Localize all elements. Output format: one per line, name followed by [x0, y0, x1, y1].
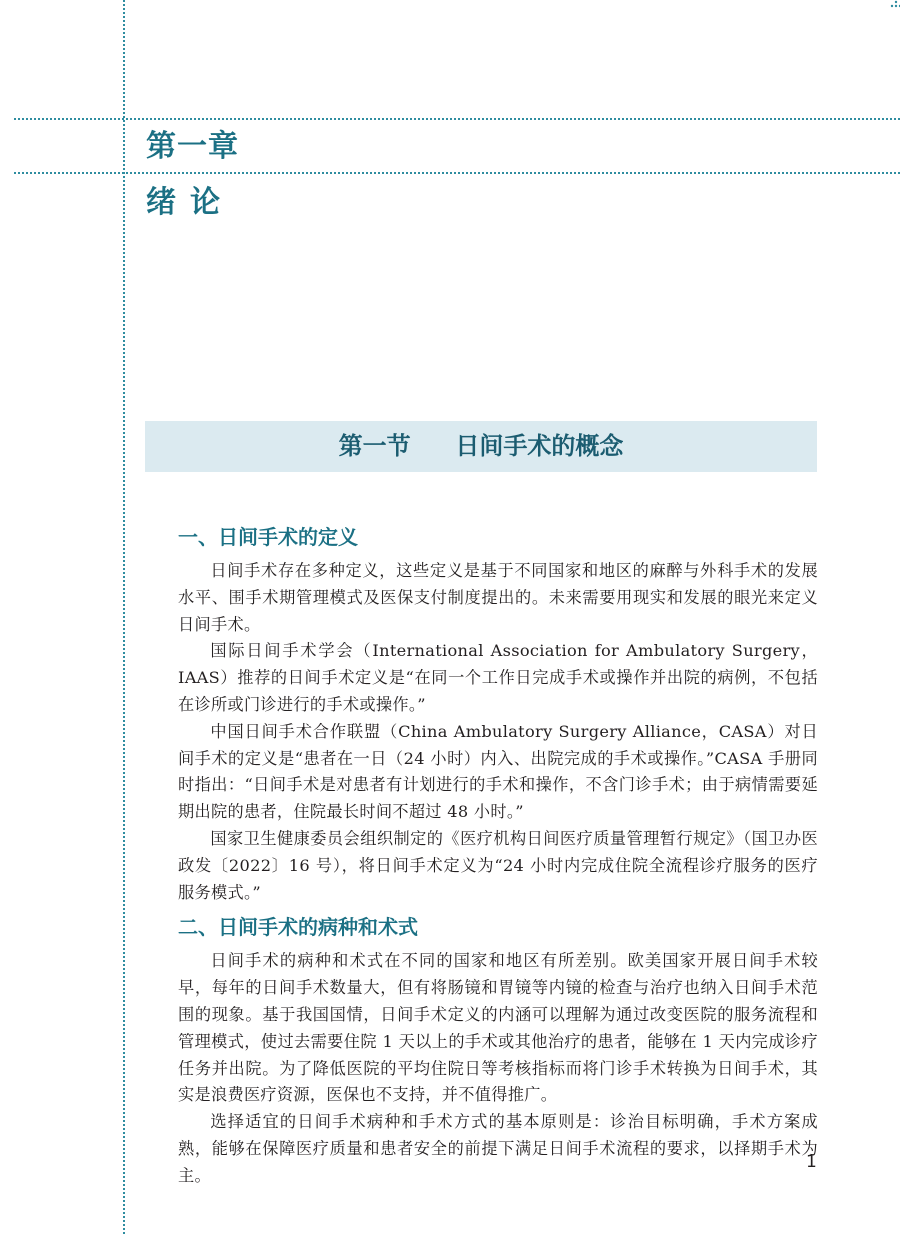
header-dotted-rule-top: [14, 118, 900, 120]
paragraph: 日间手术存在多种定义，这些定义是基于不同国家和地区的麻醉与外科手术的发展水平、围手术期管理模式及医保支付制度提出的。未来需要用现实和发展的眼光来定义日间手术。: [178, 561, 818, 634]
body-content: [178, 520, 818, 1190]
subsection-heading-definition: 一、日间手术的定义: [178, 525, 358, 549]
paragraph: 日间手术的病种和术式在不同的国家和地区有所差别。欧美国家开展日间手术较早，每年的日间手术数量大，但有将肠镜和胃镜等内镜的检查与治疗也纳入日间手术范围的现象。基于我国国情，日间手术定义的内涵可以理解为通过改变医院的服务流程和管理模式，使过去需要住院 1 天以上的手术或其他治疗的患者，能够在 1 天内完成诊疗任务并出院。为了降低医院的平均住院日等考核指标而将门诊手术转换为日间手术，其实是浪费医疗资源，医保也不支持，并不值得推广。: [178, 951, 818, 1105]
paragraph: 中国日间手术合作联盟（China Ambulatory Surgery Alliance，CASA）对日间手术的定义是“患者在一日（24 小时）内入、出院完成的手术或操作。”CASA 手册同时指出：“日间手术是对患者有计划进行的手术和操作，不含门诊手术；由于病情需要延期出院的患者，住院最长时间不超过 48 小时。”: [178, 721, 818, 822]
corner-dotted-mark: [880, 0, 900, 20]
section-banner: [145, 421, 817, 472]
subsection-heading-diseases-procedures: 二、日间手术的病种和术式: [178, 915, 418, 940]
paragraph: 国际日间手术学会（International Association for Ambulatory Surgery，IAAS）推荐的日间手术定义是“在同一个工作日完成手术或操作并出院的病例，不包括在诊所或门诊进行的手术或操作。”: [178, 641, 818, 714]
chapter-number: 第一章: [146, 129, 239, 164]
chapter-title: 绪论: [146, 185, 234, 220]
paragraph: 选择适宜的日间手术病种和手术方式的基本原则是：诊治目标明确，手术方案成熟，能够在保障医疗质量和患者安全的前提下满足日间手术流程的要求，以择期手术为主。: [178, 1112, 818, 1185]
section-title: 第一节 日间手术的概念: [338, 432, 624, 460]
paragraph: 国家卫生健康委员会组织制定的《医疗机构日间医疗质量管理暂行规定》（国卫办医政发〔2022〕16 号），将日间手术定义为“24 小时内完成住院全流程诊疗服务的医疗服务模式。”: [178, 828, 818, 902]
header-dotted-rule-middle: [14, 172, 900, 174]
margin-dotted-vertical-rule: [123, 0, 125, 1234]
page-number: 1: [806, 1152, 817, 1172]
